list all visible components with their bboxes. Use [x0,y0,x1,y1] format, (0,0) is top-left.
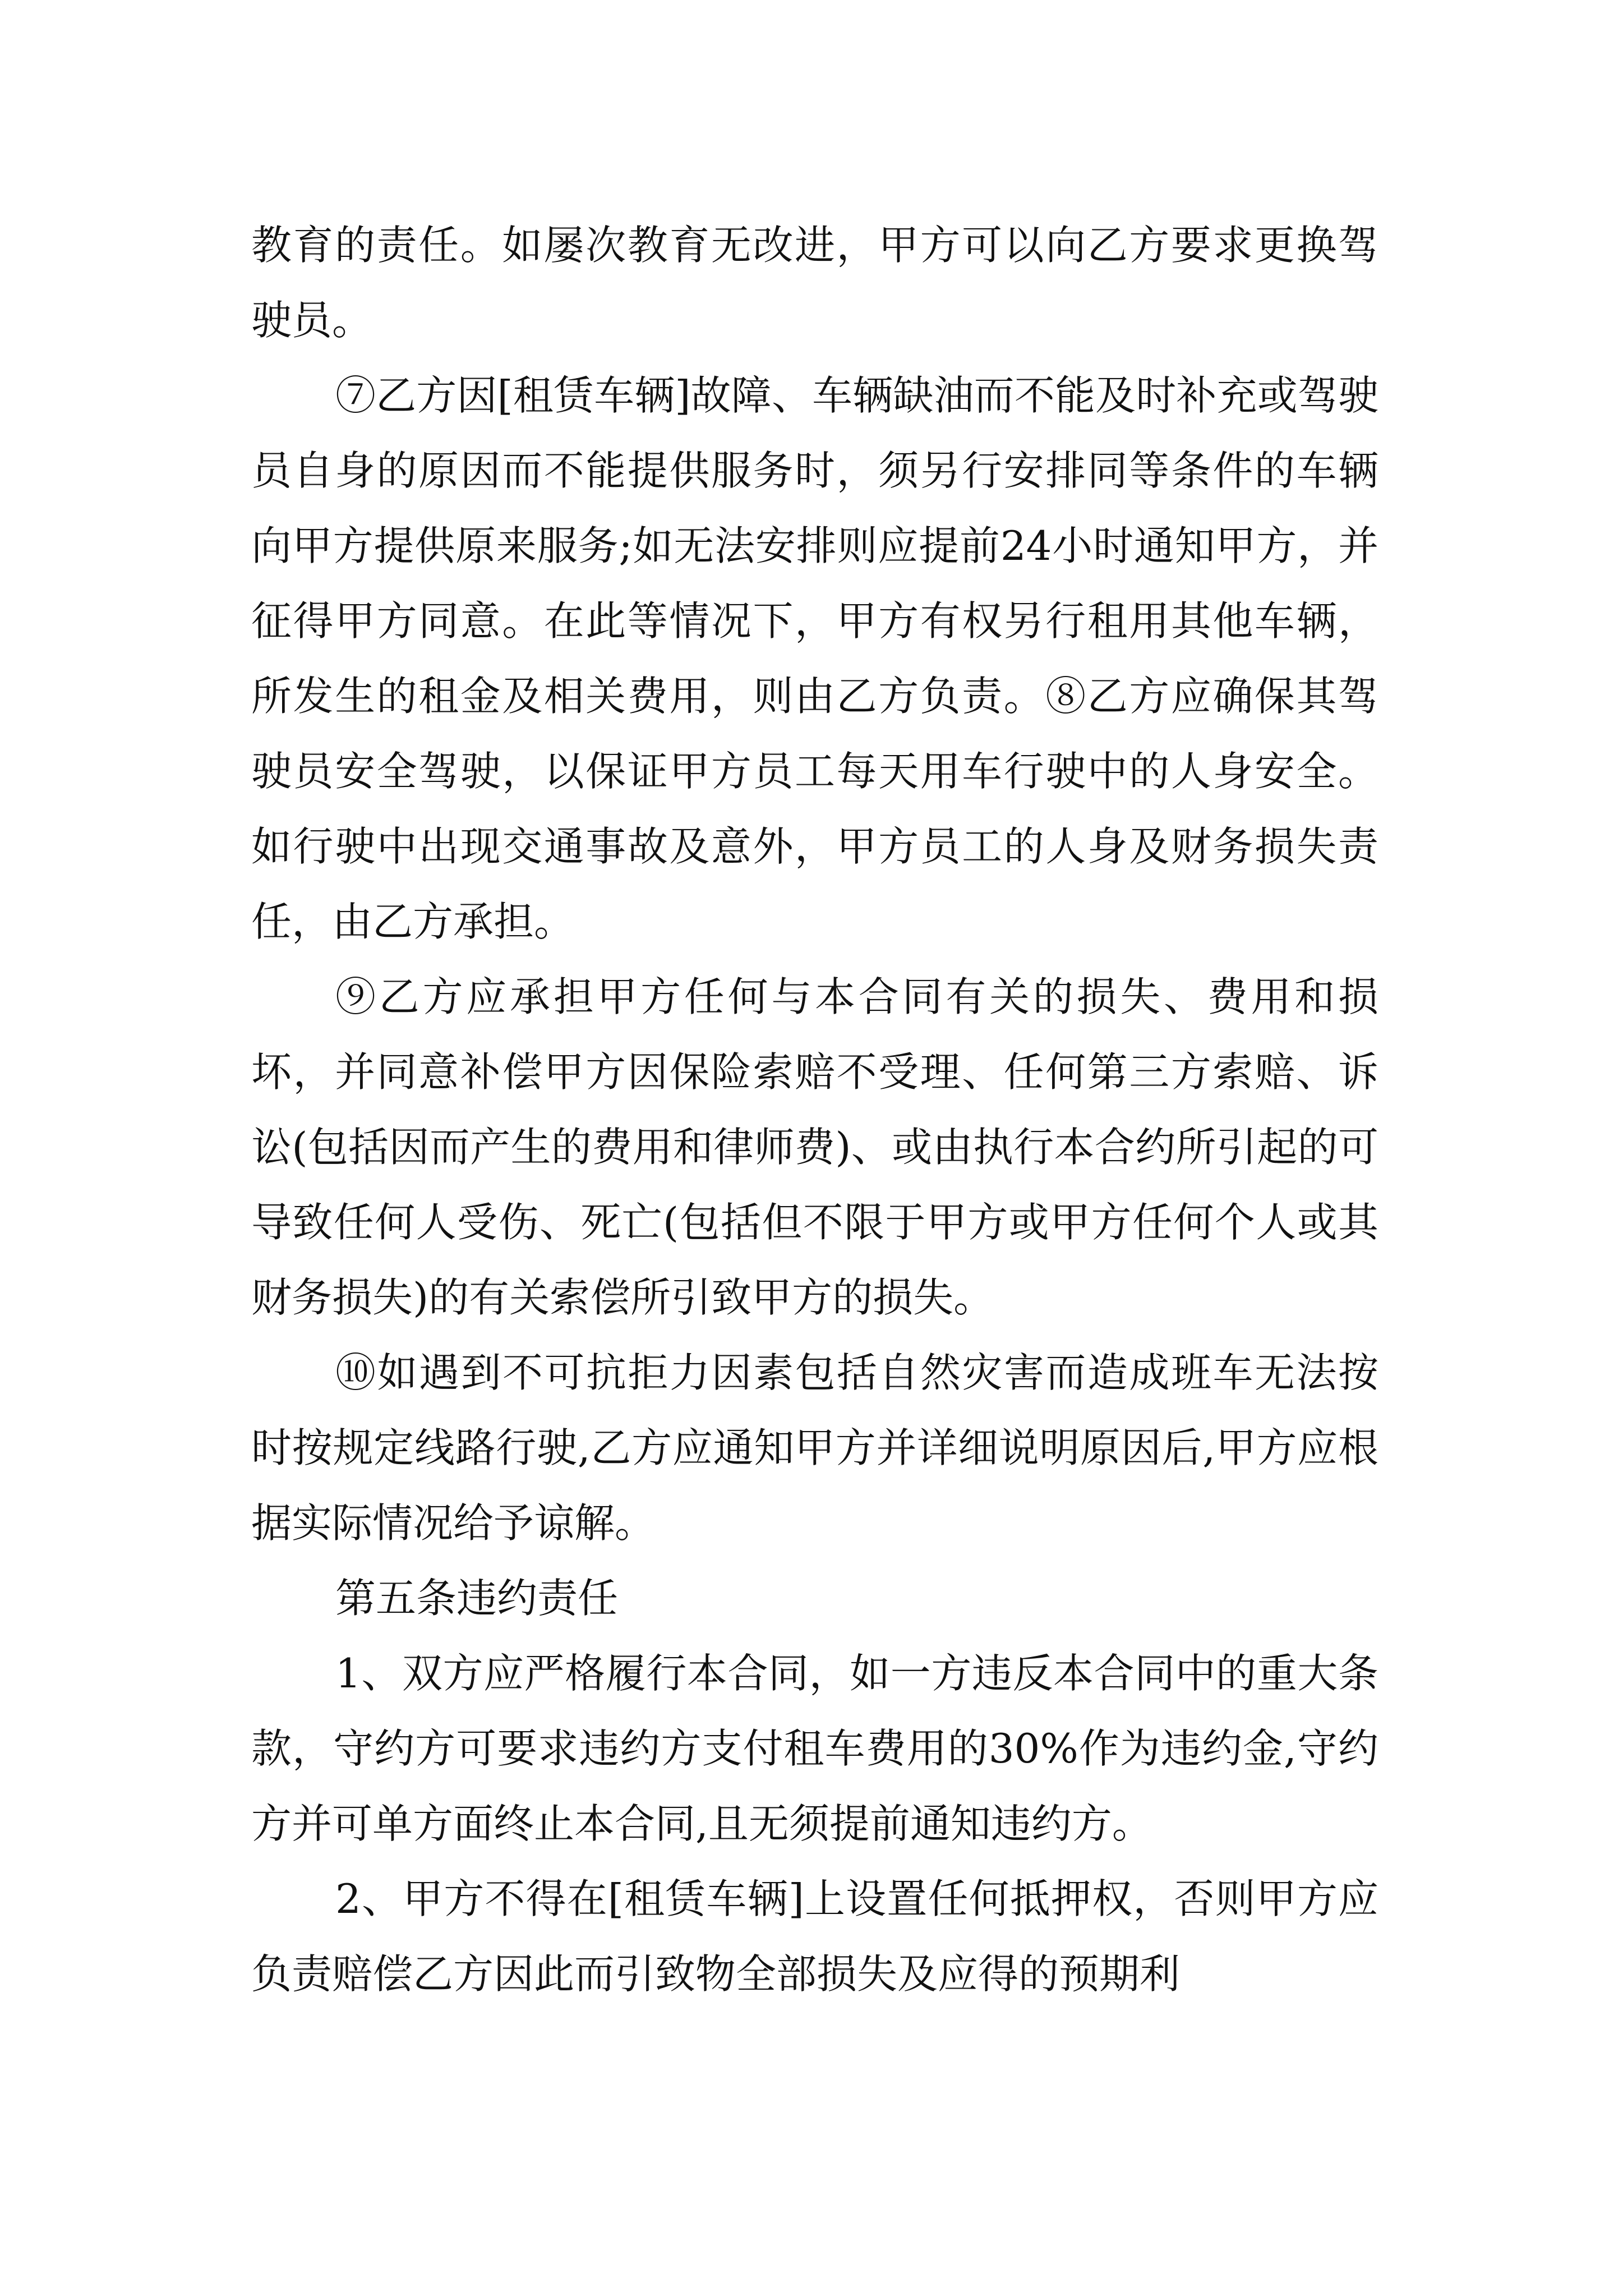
paragraph-continuation: 教育的责任。如屡次教育无改进，甲方可以向乙方要求更换驾驶员。 [251,222,1378,344]
paragraph-clause-9: ⑨乙方应承担甲方任何与本合同有关的损失、费用和损坏，并同意补偿甲方因保险索赔不受理、任何第三方索赔、诉讼(包括因而产生的费用和律师费)、或由执行本合约所引起的可导致任何人受伤、死亡(包括但不限于甲方或甲方任何个人或其财务损失)的有关索偿所引致甲方的损失。 [251,973,1378,1321]
paragraph-clause-7-8: ⑦乙方因[租赁车辆]故障、车辆缺油而不能及时补充或驾驶员自身的原因而不能提供服务时，须另行安排同等条件的车辆向甲方提供原来服务;如无法安排则应提前24小时通知甲方，并征得甲方同意。在此等情况下，甲方有权另行租用其他车辆，所发生的租金及相关费用，则由乙方负责。⑧乙方应确保其驾驶员安全驾驶，以保证甲方员工每天用车行驶中的人身安全。如行驶中出现交通事故及意外，甲方员工的人身及财务损失责任，由乙方承担。 [251,372,1378,945]
paragraph-clause-10: ⑩如遇到不可抗拒力因素包括自然灾害而造成班车无法按时按规定线路行驶,乙方应通知甲方并详细说明原因后,甲方应根据实际情况给予谅解。 [251,1349,1378,1547]
paragraph-liability-2: 2、甲方不得在[租赁车辆]上设置任何抵押权，否则甲方应负责赔偿乙方因此而引致物全部损失及应得的预期利 [251,1875,1378,1998]
paragraph-liability-1: 1、双方应严格履行本合同，如一方违反本合同中的重大条款，守约方可要求违约方支付租车费用的30%作为违约金,守约方并可单方面终止本合同,且无须提前通知违约方。 [251,1650,1378,1847]
document-body [251,208,1378,2012]
section-heading-article-5: 第五条违约责任 [335,1575,619,1622]
